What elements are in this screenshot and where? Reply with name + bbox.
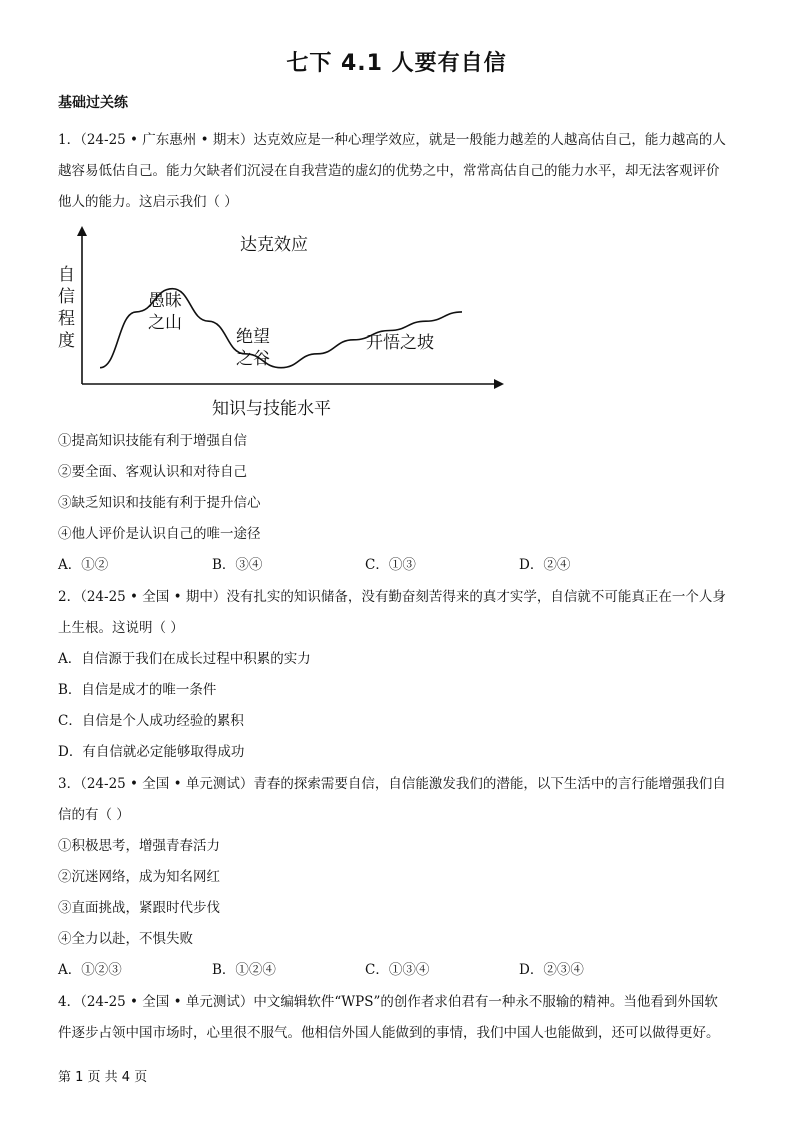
- svg-text:信: 信: [58, 287, 75, 307]
- q1-stem-line-2: 越容易低估自己。能力欠缺者们沉浸在自我营造的虚幻的优势之中，常常高估自己的能力水平，却无法客观评价: [58, 163, 720, 179]
- svg-text:度: 度: [58, 331, 75, 351]
- q1-item-3: ③缺乏知识和技能有利于提升信心: [58, 495, 261, 511]
- q1-option-a[interactable]: A．①②: [58, 557, 109, 573]
- q3-stem-line-2: 信的有（ ）: [58, 807, 130, 823]
- q3-item-1: ①积极思考，增强青春活力: [58, 838, 220, 854]
- q3-option-c[interactable]: C．①③④: [365, 962, 430, 978]
- q3-option-d[interactable]: D．②③④: [519, 962, 584, 978]
- page-title: 七下 4.1 人要有自信: [286, 51, 507, 76]
- q2-stem-line-1: 2．（24-25 • 全国 • 期中）没有扎实的知识储备，没有勤奋刻苦得来的真才实学，自信就不可能真正在一个人身: [58, 589, 726, 605]
- q1-item-4: ④他人评价是认识自己的唯一途径: [58, 526, 261, 542]
- svg-text:之谷: 之谷: [236, 349, 270, 369]
- section-heading: 基础过关练: [58, 95, 128, 111]
- q3-item-4: ④全力以赴，不惧失败: [58, 931, 193, 947]
- q1-item-1: ①提高知识技能有利于增强自信: [58, 433, 247, 449]
- q1-stem-line-1: 1．（24-25 • 广东惠州 • 期末）达克效应是一种心理学效应，就是一般能力越差的人越高估自己，能力越高的人: [58, 132, 726, 148]
- svg-text:绝望: 绝望: [236, 327, 270, 347]
- q1-stem-line-3: 他人的能力。这启示我们（ ）: [58, 194, 238, 210]
- dunning-kruger-chart: [52, 222, 512, 418]
- svg-text:自: 自: [58, 265, 75, 285]
- q3-item-3: ③直面挑战，紧跟时代步伐: [58, 900, 220, 916]
- q2-option-a[interactable]: A．自信源于我们在成长过程中积累的实力: [58, 651, 311, 667]
- svg-text:程: 程: [58, 309, 75, 329]
- q4-stem-line-2: 件逐步占领中国市场时，心里很不服气。他相信外国人能做到的事情，我们中国人也能做到，还可以做得更好。: [58, 1025, 720, 1041]
- q1-option-b[interactable]: B．③④: [212, 557, 263, 573]
- chart-title: 达克效应: [240, 235, 308, 255]
- q2-stem-line-2: 上生根。这说明（ ）: [58, 620, 184, 636]
- annotation-valley: [236, 327, 270, 369]
- q1-option-c[interactable]: C．①③: [365, 557, 416, 573]
- page-footer: 第 1 页 共 4 页: [58, 1070, 148, 1085]
- q1-item-2: ②要全面、客观认识和对待自己: [58, 464, 247, 480]
- q1-option-d[interactable]: D．②④: [519, 557, 571, 573]
- x-axis-label: 知识与技能水平: [212, 399, 331, 418]
- y-axis-label: [58, 265, 75, 351]
- q2-option-b[interactable]: B．自信是成才的唯一条件: [58, 682, 217, 698]
- svg-text:之山: 之山: [148, 313, 182, 333]
- q3-stem-line-1: 3．（24-25 • 全国 • 单元测试）青春的探索需要自信，自信能激发我们的潜能，以下生活中的言行能增强我们自: [58, 776, 726, 792]
- q2-option-d[interactable]: D．有自信就必定能够取得成功: [58, 744, 245, 760]
- annotation-peak: [148, 291, 182, 333]
- q2-option-c[interactable]: C．自信是个人成功经验的累积: [58, 713, 244, 729]
- q3-item-2: ②沉迷网络，成为知名网红: [58, 869, 220, 885]
- annotation-slope: 开悟之坡: [366, 333, 434, 353]
- svg-text:愚昧: 愚昧: [148, 291, 182, 311]
- q3-option-b[interactable]: B．①②④: [212, 962, 276, 978]
- q4-stem-line-1: 4．（24-25 • 全国 • 单元测试）中文编辑软件“WPS”的创作者求伯君有一种永不服输的精神。当他看到外国软: [58, 994, 718, 1010]
- q3-option-a[interactable]: A．①②③: [58, 962, 122, 978]
